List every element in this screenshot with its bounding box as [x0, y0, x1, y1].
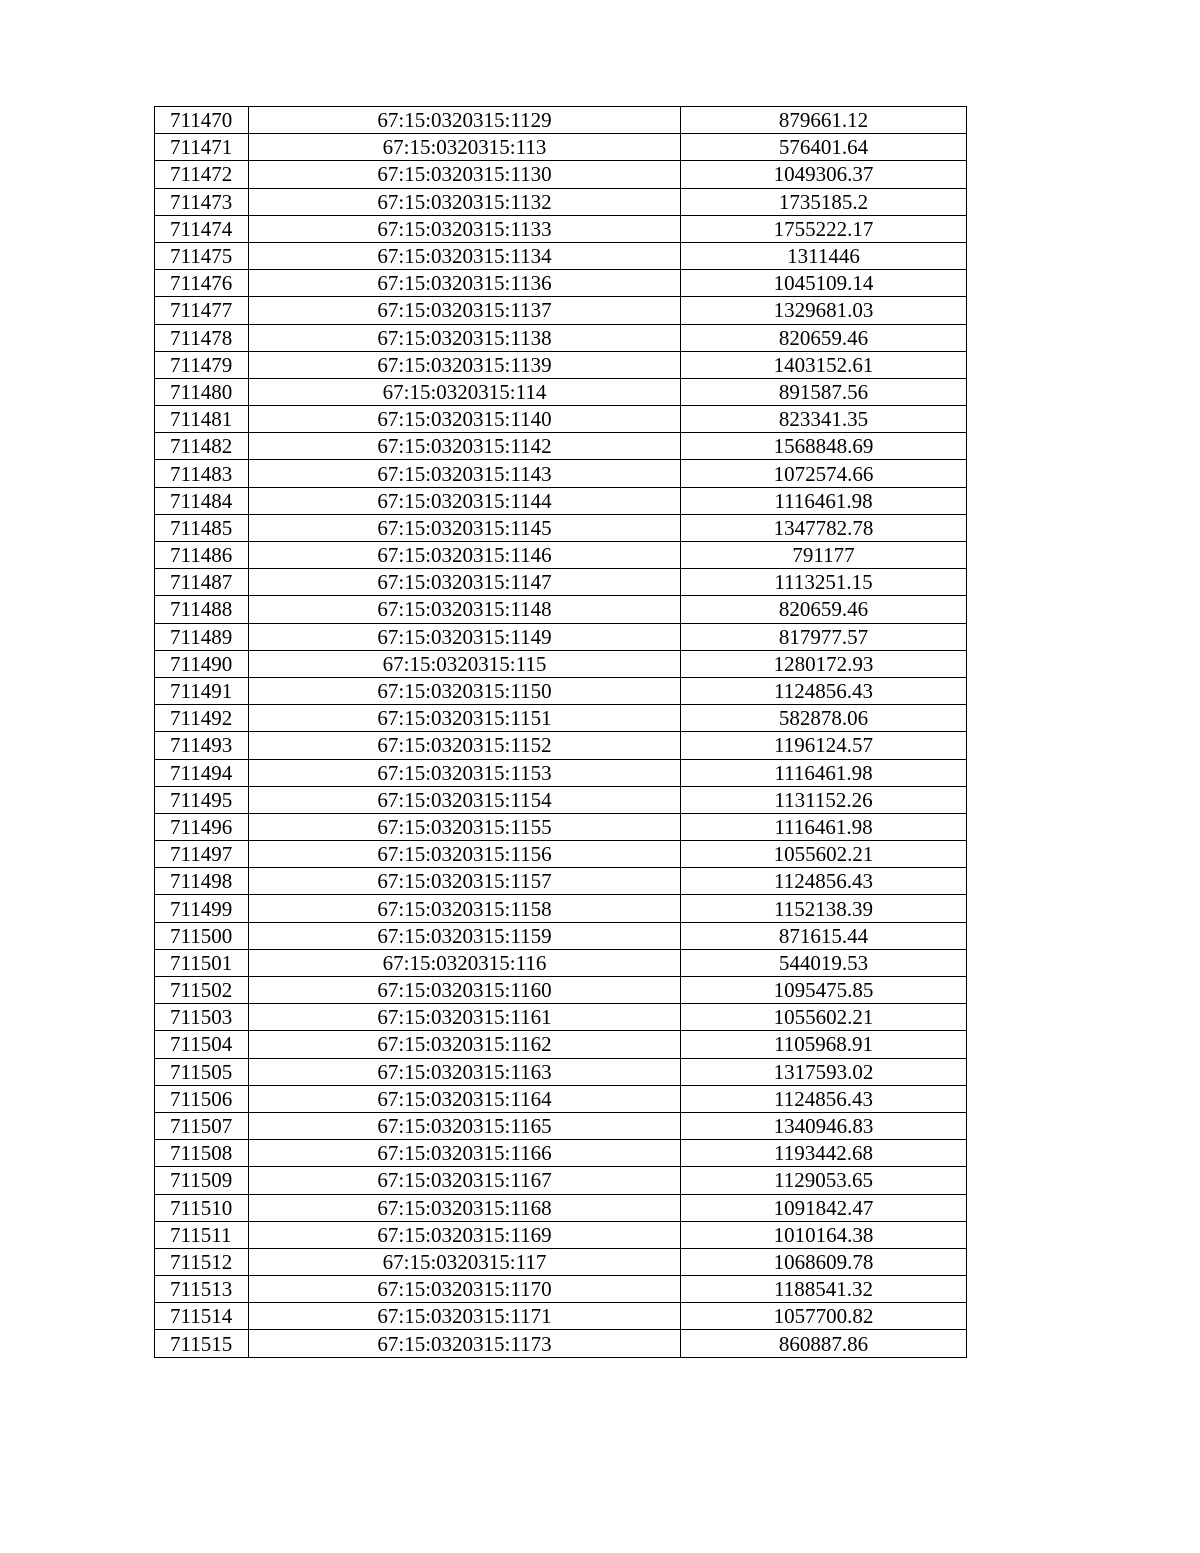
table-row [155, 107, 967, 134]
table-row [155, 1085, 967, 1112]
cadastral-number-cell: 67:15:0320315:1168 [249, 1194, 681, 1221]
cadastral-number-cell: 67:15:0320315:1148 [249, 596, 681, 623]
row-id-cell: 711508 [155, 1140, 249, 1167]
value-cell: 1568848.69 [681, 433, 967, 460]
table-row [155, 1194, 967, 1221]
cadastral-number-cell: 67:15:0320315:1165 [249, 1112, 681, 1139]
cadastral-number-cell: 67:15:0320315:1169 [249, 1221, 681, 1248]
cadastral-number-cell: 67:15:0320315:1140 [249, 406, 681, 433]
row-id-cell: 711514 [155, 1303, 249, 1330]
row-id-cell: 711507 [155, 1112, 249, 1139]
row-id-cell: 711515 [155, 1330, 249, 1357]
row-id-cell: 711487 [155, 569, 249, 596]
table-row [155, 813, 967, 840]
cadastral-number-cell: 67:15:0320315:1137 [249, 297, 681, 324]
value-cell: 817977.57 [681, 623, 967, 650]
table-row [155, 351, 967, 378]
cadastral-number-cell: 67:15:0320315:1160 [249, 977, 681, 1004]
row-id-cell: 711504 [155, 1031, 249, 1058]
row-id-cell: 711474 [155, 215, 249, 242]
row-id-cell: 711496 [155, 813, 249, 840]
cadastral-number-cell: 67:15:0320315:1138 [249, 324, 681, 351]
table-row [155, 623, 967, 650]
value-cell: 1311446 [681, 242, 967, 269]
row-id-cell: 711473 [155, 188, 249, 215]
table-row [155, 188, 967, 215]
row-id-cell: 711495 [155, 786, 249, 813]
value-cell: 1095475.85 [681, 977, 967, 1004]
value-cell: 1152138.39 [681, 895, 967, 922]
table-row [155, 1330, 967, 1357]
table-row [155, 433, 967, 460]
cadastral-number-cell: 67:15:0320315:1139 [249, 351, 681, 378]
value-cell: 1280172.93 [681, 650, 967, 677]
value-cell: 1193442.68 [681, 1140, 967, 1167]
table-row [155, 378, 967, 405]
cadastral-number-cell: 67:15:0320315:1173 [249, 1330, 681, 1357]
value-cell: 582878.06 [681, 705, 967, 732]
row-id-cell: 711480 [155, 378, 249, 405]
row-id-cell: 711491 [155, 677, 249, 704]
row-id-cell: 711501 [155, 949, 249, 976]
value-cell: 1124856.43 [681, 677, 967, 704]
value-cell: 820659.46 [681, 324, 967, 351]
value-cell: 1010164.38 [681, 1221, 967, 1248]
table-row [155, 895, 967, 922]
row-id-cell: 711488 [155, 596, 249, 623]
row-id-cell: 711483 [155, 460, 249, 487]
value-cell: 1105968.91 [681, 1031, 967, 1058]
value-cell: 1196124.57 [681, 732, 967, 759]
table-row [155, 1167, 967, 1194]
row-id-cell: 711482 [155, 433, 249, 460]
value-cell: 1755222.17 [681, 215, 967, 242]
value-cell: 860887.86 [681, 1330, 967, 1357]
row-id-cell: 711479 [155, 351, 249, 378]
cadastral-number-cell: 67:15:0320315:1144 [249, 487, 681, 514]
cadastral-number-cell: 67:15:0320315:1164 [249, 1085, 681, 1112]
cadastral-number-cell: 67:15:0320315:115 [249, 650, 681, 677]
cadastral-number-cell: 67:15:0320315:1167 [249, 1167, 681, 1194]
value-cell: 1055602.21 [681, 841, 967, 868]
row-id-cell: 711490 [155, 650, 249, 677]
table-row [155, 1221, 967, 1248]
table-row [155, 650, 967, 677]
value-cell: 871615.44 [681, 922, 967, 949]
table-row [155, 759, 967, 786]
row-id-cell: 711478 [155, 324, 249, 351]
value-cell: 1068609.78 [681, 1248, 967, 1275]
row-id-cell: 711503 [155, 1004, 249, 1031]
row-id-cell: 711481 [155, 406, 249, 433]
table-row [155, 134, 967, 161]
value-cell: 1340946.83 [681, 1112, 967, 1139]
table-body [155, 107, 967, 1358]
table-row [155, 161, 967, 188]
table-row [155, 732, 967, 759]
row-id-cell: 711472 [155, 161, 249, 188]
table-row [155, 1140, 967, 1167]
value-cell: 1057700.82 [681, 1303, 967, 1330]
table-row [155, 1058, 967, 1085]
row-id-cell: 711494 [155, 759, 249, 786]
data-table [154, 106, 967, 1358]
row-id-cell: 711511 [155, 1221, 249, 1248]
row-id-cell: 711497 [155, 841, 249, 868]
row-id-cell: 711471 [155, 134, 249, 161]
value-cell: 1116461.98 [681, 487, 967, 514]
cadastral-number-cell: 67:15:0320315:1152 [249, 732, 681, 759]
value-cell: 1055602.21 [681, 1004, 967, 1031]
value-cell: 544019.53 [681, 949, 967, 976]
table-row [155, 949, 967, 976]
cadastral-number-cell: 67:15:0320315:1147 [249, 569, 681, 596]
table-row [155, 242, 967, 269]
cadastral-number-cell: 67:15:0320315:1133 [249, 215, 681, 242]
cadastral-number-cell: 67:15:0320315:116 [249, 949, 681, 976]
table-row [155, 514, 967, 541]
cadastral-number-cell: 67:15:0320315:1154 [249, 786, 681, 813]
cadastral-number-cell: 67:15:0320315:1129 [249, 107, 681, 134]
row-id-cell: 711484 [155, 487, 249, 514]
cadastral-number-cell: 67:15:0320315:1143 [249, 460, 681, 487]
cadastral-number-cell: 67:15:0320315:1132 [249, 188, 681, 215]
table-row [155, 1276, 967, 1303]
table-row [155, 487, 967, 514]
value-cell: 1329681.03 [681, 297, 967, 324]
table-row [155, 705, 967, 732]
table-row [155, 677, 967, 704]
cadastral-number-cell: 67:15:0320315:1134 [249, 242, 681, 269]
value-cell: 1116461.98 [681, 813, 967, 840]
value-cell: 1403152.61 [681, 351, 967, 378]
row-id-cell: 711492 [155, 705, 249, 732]
cadastral-number-cell: 67:15:0320315:1146 [249, 542, 681, 569]
cadastral-number-cell: 67:15:0320315:1151 [249, 705, 681, 732]
row-id-cell: 711500 [155, 922, 249, 949]
table-row [155, 406, 967, 433]
table-row [155, 460, 967, 487]
cadastral-number-cell: 67:15:0320315:1159 [249, 922, 681, 949]
value-cell: 1131152.26 [681, 786, 967, 813]
table-row [155, 922, 967, 949]
value-cell: 891587.56 [681, 378, 967, 405]
value-cell: 820659.46 [681, 596, 967, 623]
row-id-cell: 711477 [155, 297, 249, 324]
row-id-cell: 711513 [155, 1276, 249, 1303]
value-cell: 1049306.37 [681, 161, 967, 188]
row-id-cell: 711506 [155, 1085, 249, 1112]
table-row [155, 542, 967, 569]
row-id-cell: 711510 [155, 1194, 249, 1221]
row-id-cell: 711475 [155, 242, 249, 269]
value-cell: 1735185.2 [681, 188, 967, 215]
row-id-cell: 711493 [155, 732, 249, 759]
row-id-cell: 711485 [155, 514, 249, 541]
table-row [155, 1004, 967, 1031]
cadastral-number-cell: 67:15:0320315:1161 [249, 1004, 681, 1031]
table-row [155, 569, 967, 596]
cadastral-number-cell: 67:15:0320315:1149 [249, 623, 681, 650]
row-id-cell: 711498 [155, 868, 249, 895]
cadastral-number-cell: 67:15:0320315:1142 [249, 433, 681, 460]
value-cell: 879661.12 [681, 107, 967, 134]
table-row [155, 1248, 967, 1275]
value-cell: 1124856.43 [681, 868, 967, 895]
row-id-cell: 711486 [155, 542, 249, 569]
table-row [155, 215, 967, 242]
table-row [155, 786, 967, 813]
table-row [155, 1031, 967, 1058]
row-id-cell: 711489 [155, 623, 249, 650]
value-cell: 1116461.98 [681, 759, 967, 786]
row-id-cell: 711502 [155, 977, 249, 1004]
value-cell: 1124856.43 [681, 1085, 967, 1112]
cadastral-number-cell: 67:15:0320315:1163 [249, 1058, 681, 1085]
cadastral-number-cell: 67:15:0320315:1166 [249, 1140, 681, 1167]
value-cell: 791177 [681, 542, 967, 569]
value-cell: 1129053.65 [681, 1167, 967, 1194]
table-row [155, 868, 967, 895]
value-cell: 1045109.14 [681, 270, 967, 297]
row-id-cell: 711509 [155, 1167, 249, 1194]
value-cell: 1317593.02 [681, 1058, 967, 1085]
cadastral-number-cell: 67:15:0320315:1157 [249, 868, 681, 895]
cadastral-number-cell: 67:15:0320315:1150 [249, 677, 681, 704]
table-row [155, 596, 967, 623]
value-cell: 1091842.47 [681, 1194, 967, 1221]
cadastral-number-cell: 67:15:0320315:1130 [249, 161, 681, 188]
cadastral-number-cell: 67:15:0320315:1158 [249, 895, 681, 922]
cadastral-number-cell: 67:15:0320315:1162 [249, 1031, 681, 1058]
cadastral-number-cell: 67:15:0320315:1136 [249, 270, 681, 297]
table-row [155, 270, 967, 297]
cadastral-number-cell: 67:15:0320315:1170 [249, 1276, 681, 1303]
cadastral-number-cell: 67:15:0320315:1145 [249, 514, 681, 541]
row-id-cell: 711470 [155, 107, 249, 134]
table-row [155, 1303, 967, 1330]
table-row [155, 1112, 967, 1139]
table-row [155, 977, 967, 1004]
cadastral-number-cell: 67:15:0320315:1156 [249, 841, 681, 868]
cadastral-number-cell: 67:15:0320315:114 [249, 378, 681, 405]
row-id-cell: 711499 [155, 895, 249, 922]
value-cell: 576401.64 [681, 134, 967, 161]
table-row [155, 297, 967, 324]
value-cell: 1188541.32 [681, 1276, 967, 1303]
table-row [155, 324, 967, 351]
cadastral-number-cell: 67:15:0320315:1155 [249, 813, 681, 840]
value-cell: 1347782.78 [681, 514, 967, 541]
table-row [155, 841, 967, 868]
cadastral-number-cell: 67:15:0320315:113 [249, 134, 681, 161]
value-cell: 1113251.15 [681, 569, 967, 596]
row-id-cell: 711505 [155, 1058, 249, 1085]
row-id-cell: 711476 [155, 270, 249, 297]
cadastral-number-cell: 67:15:0320315:117 [249, 1248, 681, 1275]
cadastral-number-cell: 67:15:0320315:1171 [249, 1303, 681, 1330]
row-id-cell: 711512 [155, 1248, 249, 1275]
value-cell: 823341.35 [681, 406, 967, 433]
value-cell: 1072574.66 [681, 460, 967, 487]
cadastral-number-cell: 67:15:0320315:1153 [249, 759, 681, 786]
